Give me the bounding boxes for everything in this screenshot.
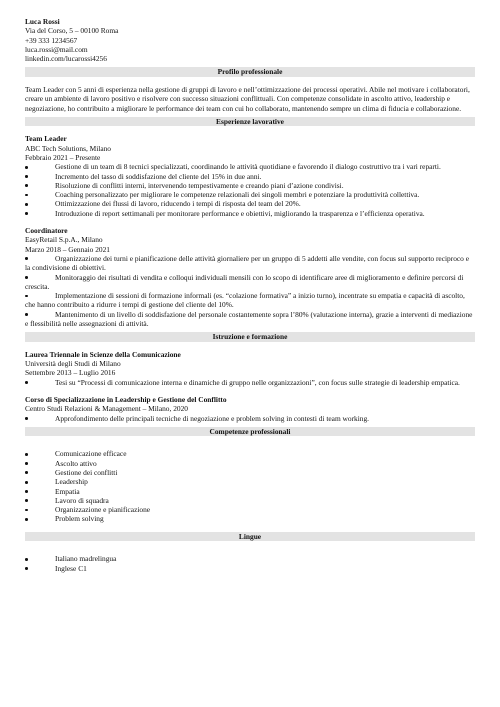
job-bullet: Organizzazione dei turni e pianificazione delle attività giornaliere per un gruppo di 5 addetti alle vendite, con focus sul supporto reciproco e la condivisione di obiettivi. bbox=[25, 254, 475, 273]
skill-item: Ascolto attivo bbox=[25, 459, 475, 468]
job-bullet: Incremento del tasso di soddisfazione del cliente del 15% in due anni. bbox=[25, 172, 475, 181]
job-bullet: Ottimizzazione dei flussi di lavoro, riducendo i tempi di risposta del team del 20%. bbox=[25, 199, 475, 208]
skill-item: Organizzazione e pianificazione bbox=[25, 505, 475, 514]
job-bullet: Introduzione di report settimanali per monitorare performance e obiettivi, migliorando la trasparenza e l’efficienza operativa. bbox=[25, 209, 475, 218]
section-heading-languages: Lingue bbox=[25, 532, 475, 542]
contact-email: luca.rossi@mail.com bbox=[25, 44, 88, 54]
section-heading-experience: Esperienze lavorative bbox=[25, 117, 475, 127]
job-entry bbox=[25, 226, 475, 328]
language-item: Inglese C1 bbox=[25, 564, 475, 573]
job-bullet: Implementazione di sessioni di formazione informali (es. “colazione formativa” a inizio turno), incentrate su empatia e capacità di ascolto, che hanno contribuito a ridurre i tempi di gestione del cliente del 10%. bbox=[25, 291, 475, 310]
job-bullet: Monitoraggio dei risultati di vendita e colloqui individuali mensili con lo scopo di identificare aree di miglioramento e definire percorsi di crescita. bbox=[25, 273, 475, 292]
skill-item: Problem solving bbox=[25, 514, 475, 523]
contact-name: Luca Rossi bbox=[25, 17, 60, 26]
education-title: Corso di Specializzazione in Leadership e Gestione del Conflitto bbox=[25, 395, 227, 404]
job-bullet: Mantenimento di un livello di soddisfazione del personale costantemente sopra l’80% (valutazione interna), grazie a interventi di mediazione e flessibilità nelle assegnazioni di attività. bbox=[25, 310, 475, 329]
education-entry bbox=[25, 350, 475, 387]
skill-item: Empatia bbox=[25, 487, 475, 496]
job-bullet: Risoluzione di conflitti interni, intervenendo tempestivamente e creando piani d’azione condivisi. bbox=[25, 181, 475, 190]
contact-linkedin: linkedin.com/lucarossi4256 bbox=[25, 54, 107, 64]
job-bullet: Coaching personalizzato per migliorare le competenze relazionali dei singoli membri e potenziare la produttività collettiva. bbox=[25, 190, 475, 199]
skill-item: Comunicazione efficace bbox=[25, 449, 475, 458]
contact-phone: +39 333 1234567 bbox=[25, 35, 78, 45]
section-heading-profile: Profilo professionale bbox=[25, 67, 475, 77]
education-bullet: Tesi su “Processi di comunicazione interna e dinamiche di gruppo nelle organizzazioni”, con focus sulle strategie di leadership empatica. bbox=[25, 378, 475, 387]
skills-list bbox=[25, 449, 475, 523]
skill-item: Lavoro di squadra bbox=[25, 496, 475, 505]
job-period: Marzo 2018 – Gennaio 2021 bbox=[25, 244, 110, 254]
skill-item: Gestione dei conflitti bbox=[25, 468, 475, 477]
job-company: EasyRetail S.p.A., Milano bbox=[25, 235, 103, 245]
job-period: Febbraio 2021 – Presente bbox=[25, 152, 101, 162]
profile-text: Team Leader con 5 anni di esperienza nella gestione di gruppi di lavoro e nell’ottimizzazione dei processi operativi. Abile nel motivare i collaboratori, creare un ambiente di lavoro positivo e risolvere con successo situazioni conflittuali. Con competenze consolidate in ascolto attivo, leadership e negoziazione, ho contribuito a migliorare le performance dei team con cui ho collaborato, mantenendo sempre un clima di fiducia e collaborazione. bbox=[25, 84, 470, 113]
education-title: Laurea Triennale in Scienze della Comunicazione bbox=[25, 349, 181, 359]
education-entry bbox=[25, 395, 475, 423]
language-item: Italiano madrelingua bbox=[25, 554, 475, 563]
languages-list bbox=[25, 554, 475, 573]
education-institution: Università degli Studi di Milano bbox=[25, 359, 121, 369]
education-institution: Centro Studi Relazioni & Management – Milano, 2020 bbox=[25, 404, 188, 414]
education-bullet: Approfondimento delle principali tecniche di negoziazione e problem solving in contesti di team working. bbox=[25, 414, 475, 423]
skill-item: Leadership bbox=[25, 477, 475, 486]
job-company: ABC Tech Solutions, Milano bbox=[25, 143, 111, 153]
job-title: Coordinatore bbox=[25, 226, 68, 236]
section-heading-skills: Competenze professionali bbox=[25, 427, 475, 437]
job-bullet: Gestione di un team di 8 tecnici specializzati, coordinando le attività quotidiane e favorendo il dialogo costruttivo tra i vari reparti. bbox=[25, 162, 475, 171]
section-heading-education: Istruzione e formazione bbox=[25, 332, 475, 342]
job-entry bbox=[25, 134, 475, 218]
education-period: Settembre 2013 – Luglio 2016 bbox=[25, 368, 116, 378]
contact-block bbox=[25, 17, 475, 63]
contact-address: Via del Corso, 5 – 00100 Roma bbox=[25, 26, 119, 36]
job-title: Team Leader bbox=[25, 134, 67, 144]
